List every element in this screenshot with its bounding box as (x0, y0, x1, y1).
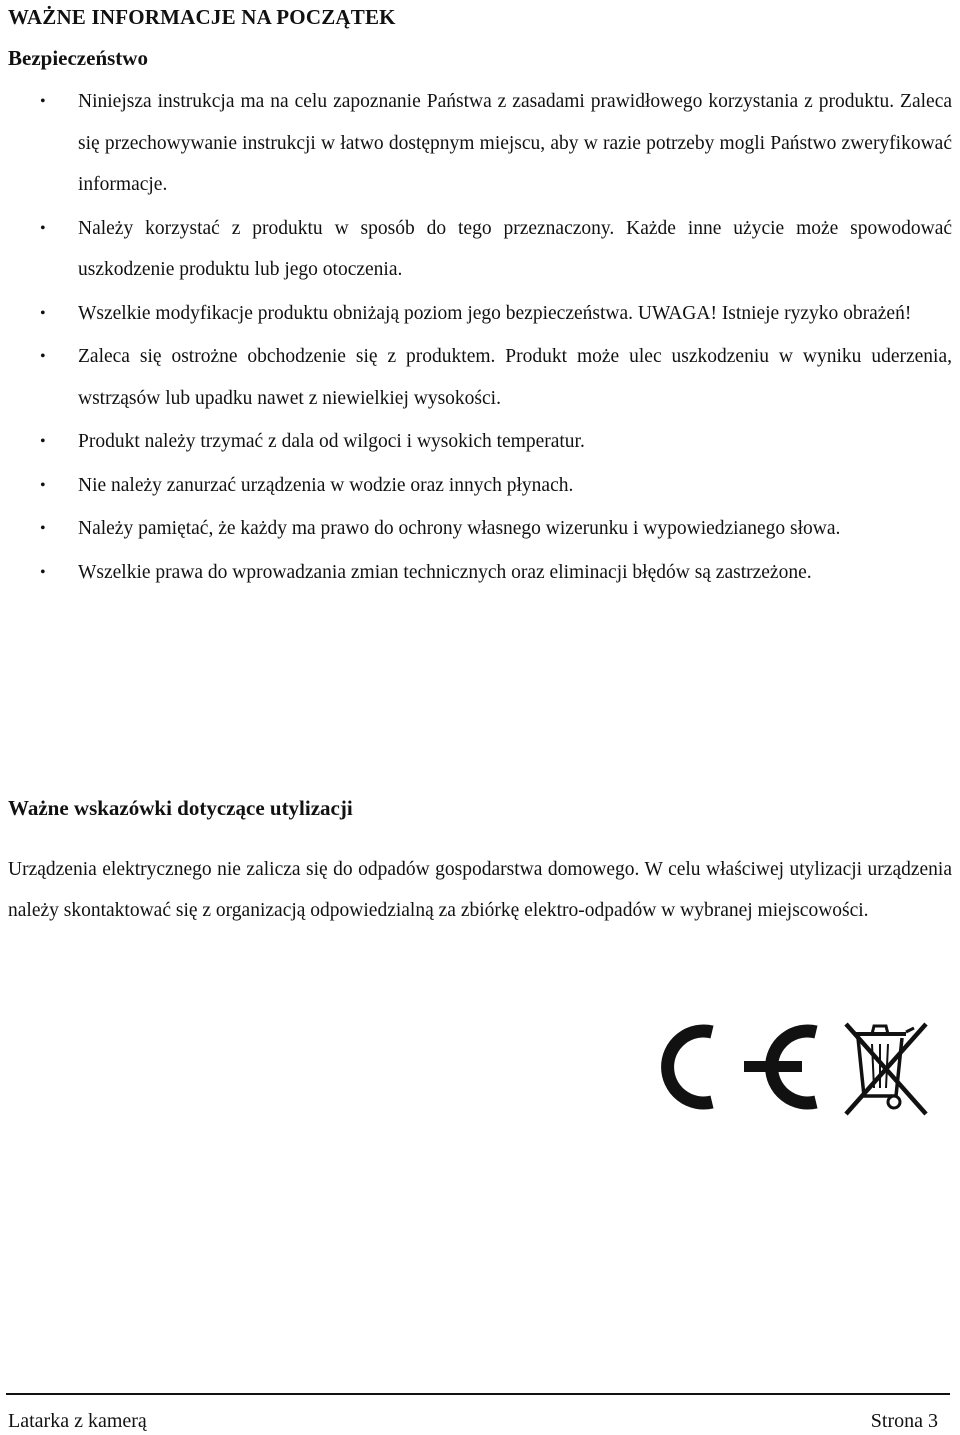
footer-product-name: Latarka z kamerą (8, 1410, 147, 1432)
disposal-paragraph: Urządzenia elektrycznego nie zalicza się do odpadów gospodarstwa domowego. W celu właściwej utylizacji urządzenia należy skontaktować się z organizacją odpowiedzialną za zbiórkę elektro-odpadów w wybranej miejscowości. (8, 859, 952, 921)
list-item (0, 81, 960, 206)
list-item (0, 421, 960, 463)
footer-divider (6, 1393, 950, 1395)
bullet-icon: • (40, 476, 46, 494)
list-item (0, 508, 960, 550)
certification-logos (620, 1010, 940, 1122)
page-title: WAŻNE INFORMACJE NA POCZĄTEK (8, 5, 396, 29)
list-item-text: Należy pamiętać, że każdy ma prawo do ochrony własnego wizerunku i wypowiedzianego słowa. (78, 518, 841, 539)
bullet-icon: • (40, 348, 46, 365)
footer-page-number: Strona 3 (870, 1410, 938, 1432)
list-item (0, 552, 960, 594)
crossed-out-wheelie-bin-icon (846, 1024, 926, 1114)
list-item (0, 465, 960, 507)
bullet-icon: • (40, 433, 46, 450)
list-item-text: Wszelkie modyfikacje produktu obniżają poziom jego bezpieczeństwa. UWAGA! Istnieje ryzyko obrażeń! (78, 302, 912, 324)
list-item-text: Należy korzystać z produktu w sposób do tego przeznaczony. Każde inne użycie może spowodować uszkodzenie produktu lub jego otoczenia. (78, 217, 952, 280)
list-item (0, 293, 960, 335)
list-item (0, 336, 960, 419)
safety-list (0, 81, 960, 595)
ce-mark-icon (668, 1031, 816, 1103)
section-title-disposal: Ważne wskazówki dotyczące utylizacji (8, 796, 353, 820)
list-item-text: Niniejsza instrukcja ma na celu zapoznanie Państwa z zasadami prawidłowego korzystania z produktu. Zaleca się przechowywanie instrukcji w łatwo dostępnym miejscu, aby w razie potrzeby mogli Państwo zweryfikować informacje. (78, 91, 952, 195)
bullet-icon: • (40, 93, 46, 110)
bullet-icon: • (40, 219, 46, 237)
list-item-text: Produkt należy trzymać z dala od wilgoci i wysokich temperatur. (78, 431, 585, 452)
list-item-text: Nie należy zanurzać urządzenia w wodzie oraz innych płynach. (78, 474, 574, 496)
bullet-icon: • (40, 563, 46, 581)
list-item (0, 208, 960, 291)
list-item-text: Wszelkie prawa do wprowadzania zmian technicznych oraz eliminacji błędów są zastrzeżone. (78, 561, 812, 583)
bullet-icon: • (40, 304, 46, 322)
section-title-safety: Bezpieczeństwo (8, 46, 148, 70)
list-item-text: Zaleca się ostrożne obchodzenie się z produktem. Produkt może ulec uszkodzeniu w wyniku uderzenia, wstrząsów lub upadku nawet z niewielkiej wysokości. (78, 346, 952, 409)
bullet-icon: • (40, 520, 46, 537)
